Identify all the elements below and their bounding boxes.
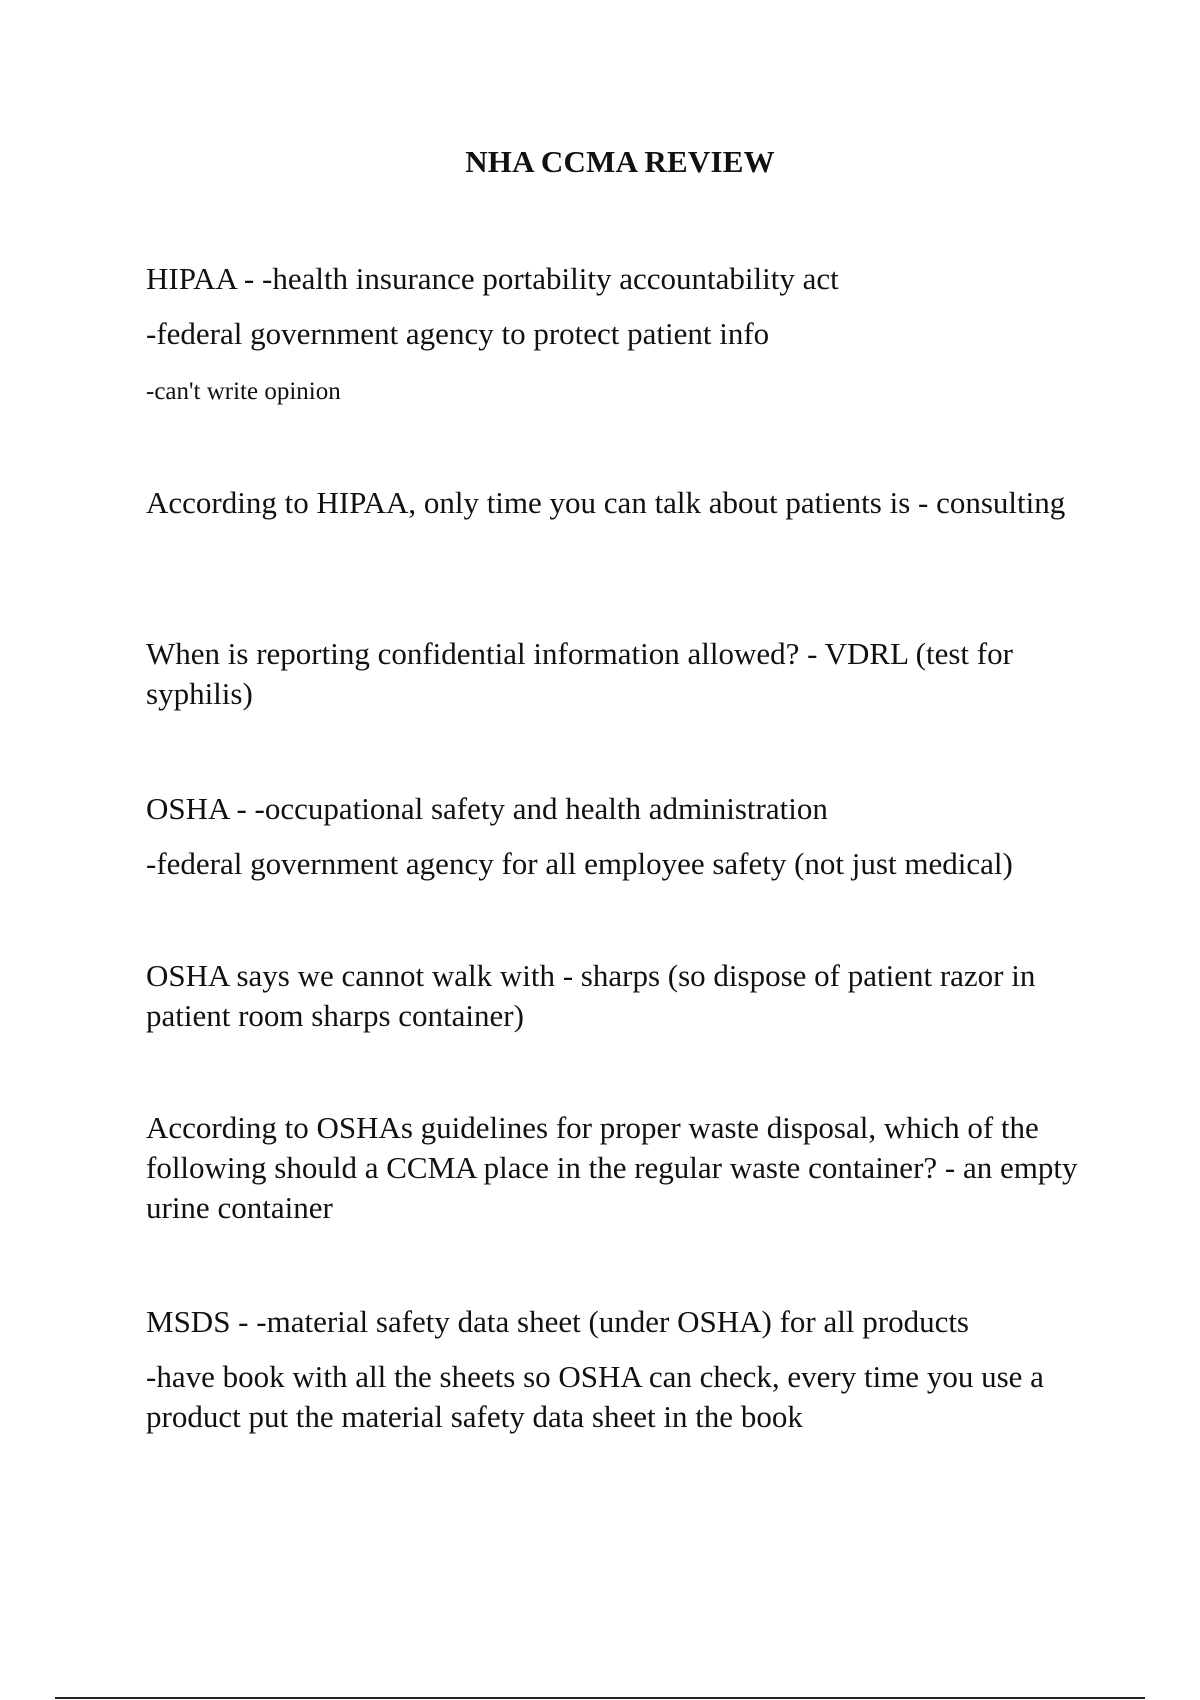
page-title: NHA CCMA REVIEW [465,144,775,179]
entry-line: OSHA - -occupational safety and health administration [146,791,828,826]
entry-msds [146,1302,1096,1437]
entry-line: According to HIPAA, only time you can talk about patients is - consulting [146,485,1066,520]
entry-line: -federal government agency to protect patient info [146,316,770,351]
entry-confidential-reporting [146,634,1096,714]
entry-osha-waste [146,1108,1096,1228]
entry-line: When is reporting confidential information allowed? - VDRL (test for syphilis) [146,636,1013,711]
entry-osha-sharps [146,956,1096,1036]
entry-hipaa-talk [146,483,1096,523]
entry-line: -have book with all the sheets so OSHA can check, every time you use a product put the material safety data sheet in the book [146,1359,1044,1434]
entry-line: OSHA says we cannot walk with - sharps (so dispose of patient razor in patient room sharps container) [146,958,1036,1033]
entry-line: According to OSHAs guidelines for proper waste disposal, which of the following should a CCMA place in the regular waste container? - an empty urine container [146,1110,1078,1225]
entry-hipaa-definition [146,259,1096,412]
entry-line: MSDS - -material safety data sheet (under OSHA) for all products [146,1304,969,1339]
footer-rule [55,1697,1145,1699]
entry-line: -federal government agency for all employee safety (not just medical) [146,846,1013,881]
entry-line: -can't write opinion [146,378,341,405]
entry-osha-definition [146,789,1096,884]
entry-line: HIPAA - -health insurance portability accountability act [146,261,839,296]
